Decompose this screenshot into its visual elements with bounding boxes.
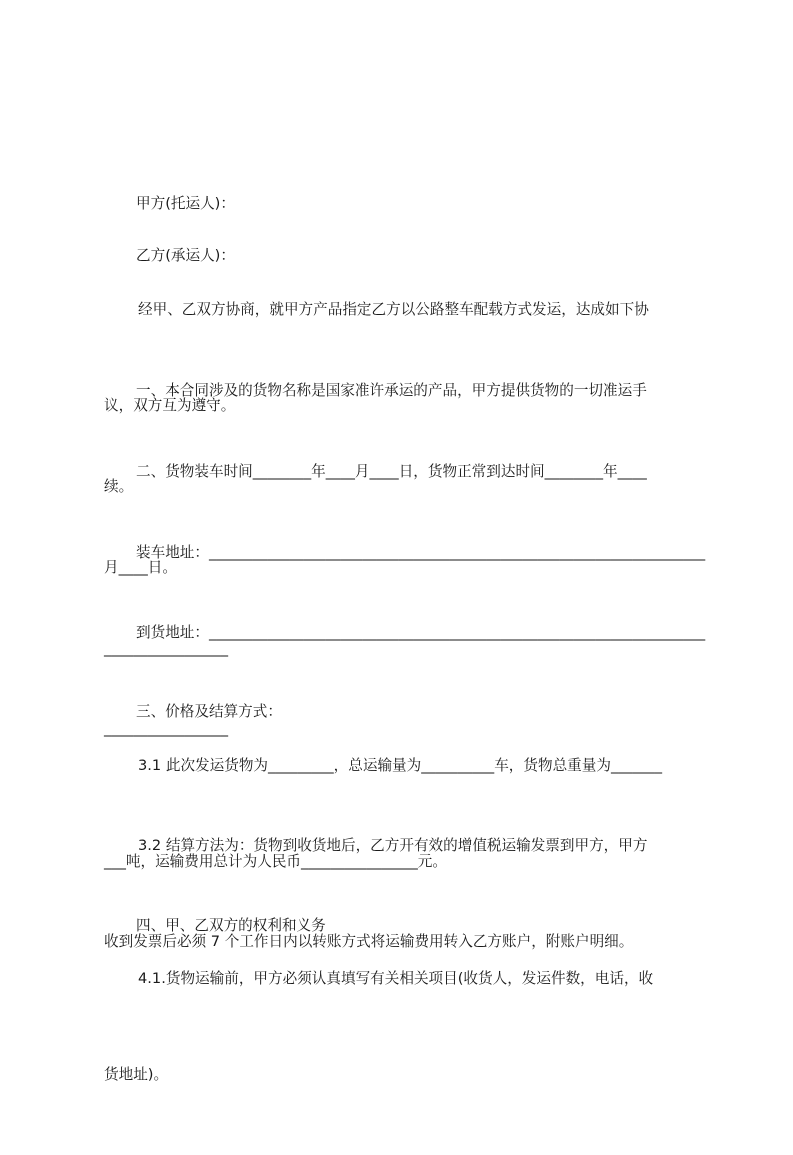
intro-line-1: 经甲、乙双方协商，就甲方产品指定乙方以公路整车配载方式发运，达成如下协 — [138, 301, 649, 318]
clause-3-1-line-1: 3.1 此次发运货物为_________，总运输量为__________车，货物总重量为_______ — [138, 757, 663, 774]
party-b-label: 乙方(承运人)： — [136, 247, 235, 264]
clause-4-1-line-2: 货地址)。 — [104, 1066, 169, 1083]
clause-1-line-2: 续。 — [104, 478, 134, 495]
arrival-address-line-2: _________________ — [104, 720, 229, 737]
clause-4-heading-text: 四、甲、乙双方的权利和义务 — [136, 917, 326, 934]
clause-4-1-paragraph — [104, 899, 704, 1155]
clause-1-line-1: 一、本合同涉及的货物名称是国家准许承运的产品，甲方提供货物的一切准运手 — [136, 382, 647, 399]
clause-3-heading-text: 三、价格及结算方式： — [136, 703, 282, 720]
clause-4-1-line-1: 4.1.货物运输前，甲方必须认真填写有关相关项目(收货人，发运件数，电话，收 — [138, 970, 654, 987]
clause-2-line-2: 月____日。 — [104, 559, 177, 576]
clause-3-1-line-2: ___吨，运输费用总计为人民币________________元。 — [104, 853, 447, 870]
loading-address-line-2: _________________ — [104, 640, 229, 657]
loading-address-line-1: 装车地址：____________________________________________________________________ — [136, 544, 706, 561]
clause-2-line-1: 二、货物装车时间________年____月____日，货物正常到达时间________年____ — [136, 463, 647, 480]
clause-3-2-line-1: 3.2 结算方法为：货物到收货地后，乙方开有效的增值税运输发票到甲方，甲方 — [138, 837, 648, 854]
arrival-address-line-1: 到货地址：____________________________________________________________________ — [136, 624, 706, 641]
clause-3-2-line-2: 收到发票后必须 7 个工作日内以转账方式将运输费用转入乙方账户，附账户明细。 — [104, 933, 634, 950]
intro-line-2: 议，双方互为遵守。 — [104, 397, 236, 414]
party-a-label: 甲方(托运人)： — [136, 195, 235, 212]
